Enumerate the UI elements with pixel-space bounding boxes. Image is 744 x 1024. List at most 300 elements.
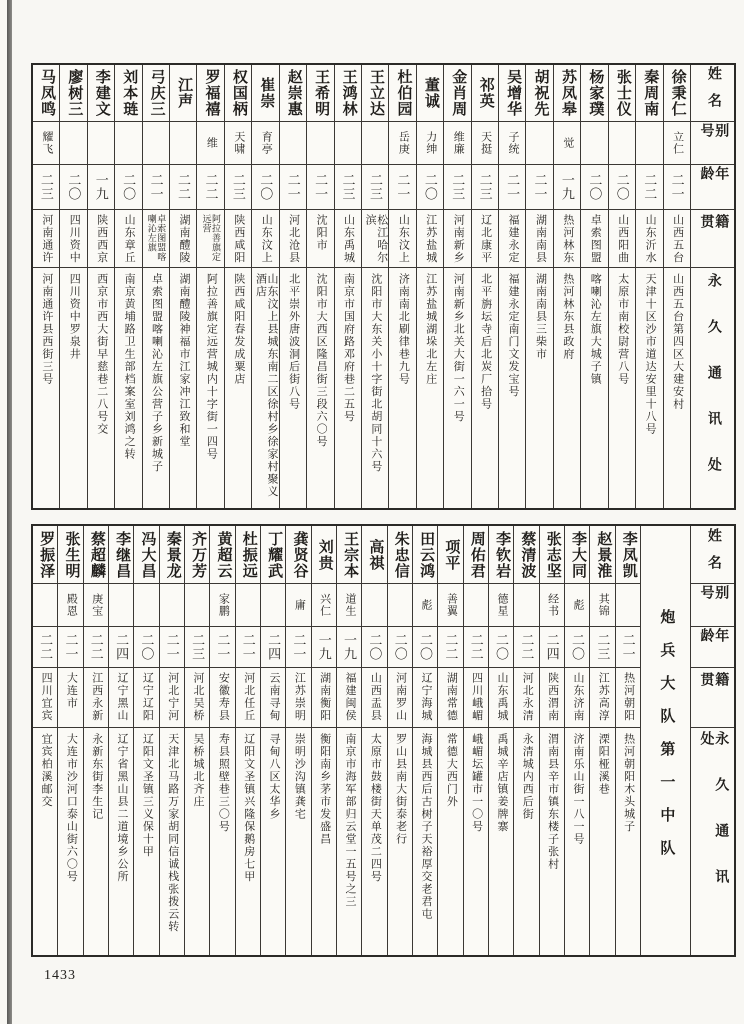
person-address-cell — [88, 268, 114, 508]
person-name-cell — [554, 65, 580, 122]
person-address-cell — [540, 728, 564, 955]
person-age: 二四 — [544, 633, 560, 661]
person-name: 赵景淮 — [595, 530, 612, 579]
person-native-place-cell — [388, 668, 412, 728]
person-alias-cell — [472, 122, 498, 165]
person-name-cell — [413, 526, 437, 584]
person-address: 禹城辛店镇姜牌寨 — [495, 733, 508, 833]
person-address: 永清城内西后街 — [521, 733, 534, 821]
person-address: 热河林东县政府 — [561, 273, 574, 361]
person-native-place-cell — [565, 668, 589, 728]
person-age-cell — [210, 627, 234, 668]
person-native-place: 阿拉善旗定远营 — [201, 214, 222, 262]
person-alias-cell — [109, 584, 133, 627]
header-name-label: 姓名 — [705, 527, 721, 582]
person-age-cell — [225, 165, 251, 210]
person-age: 二二 — [468, 633, 484, 661]
person-address: 溧阳桠溪巷 — [597, 733, 610, 796]
person-age-cell — [84, 627, 108, 668]
person-age: 二一 — [620, 633, 636, 661]
header-column — [690, 65, 734, 508]
person-alias-cell — [464, 584, 488, 627]
person-age-cell — [115, 165, 141, 210]
person-native-place-cell — [33, 668, 57, 728]
person-address-cell — [252, 268, 278, 508]
person-alias-cell — [362, 122, 388, 165]
person-age: 二〇 — [422, 173, 438, 201]
person-name: 杨家璞 — [587, 69, 604, 117]
person-address-cell — [58, 728, 82, 955]
person-name: 齐万芳 — [190, 530, 207, 579]
person-address-cell — [609, 268, 635, 508]
person-address-cell — [389, 268, 415, 508]
person-native-place-cell — [225, 210, 251, 268]
person-name: 杜伯园 — [395, 69, 412, 117]
person-native-place: 河北宁河 — [166, 672, 179, 722]
person-age-cell — [590, 627, 614, 668]
person-native-place: 江苏盐城 — [424, 214, 437, 264]
header-age-cell — [691, 627, 734, 668]
person-native-place-cell — [252, 210, 278, 268]
person-native-place-cell — [197, 210, 223, 268]
person-native-place: 松江哈尔滨 — [364, 214, 388, 264]
person-alias: 彪 — [571, 599, 584, 611]
person-name: 崔崇 — [258, 77, 275, 109]
person-column — [525, 65, 552, 508]
person-age-cell — [540, 627, 564, 668]
person-age-cell — [134, 627, 158, 668]
person-address-cell — [636, 268, 662, 508]
header-name-cell — [691, 65, 734, 122]
person-age-cell — [554, 165, 580, 210]
person-name-cell — [335, 65, 361, 122]
person-native-place: 江苏崇明 — [293, 672, 306, 722]
person-name-cell — [362, 526, 386, 584]
person-name-cell — [225, 65, 251, 122]
person-age-cell — [185, 627, 209, 668]
person-age: 一九 — [559, 173, 575, 201]
person-native-place-cell — [84, 668, 108, 728]
person-column — [87, 65, 114, 508]
person-age-cell — [388, 627, 412, 668]
person-address: 崇明沙沟镇龚宅 — [293, 733, 306, 821]
person-alias-cell — [444, 122, 470, 165]
person-native-place: 陕西咸阳 — [232, 214, 245, 264]
person-native-place-cell — [115, 210, 141, 268]
person-native-place: 辽北康平 — [479, 214, 492, 264]
person-native-place: 福建永定 — [507, 214, 520, 264]
person-address-cell — [236, 728, 260, 955]
person-alias-cell — [565, 584, 589, 627]
person-age: 二〇 — [367, 633, 383, 661]
roster-table-bottom — [31, 524, 736, 957]
person-age-cell — [362, 627, 386, 668]
header-age-cell — [691, 165, 734, 210]
person-address: 吴桥城北齐庄 — [192, 733, 205, 808]
unit-label: 炮兵大队第一中队 — [658, 608, 675, 873]
person-age: 二一 — [148, 173, 164, 201]
person-native-place: 河南通许 — [40, 214, 53, 264]
person-address-cell — [616, 728, 640, 955]
person-name-cell — [252, 65, 278, 122]
person-alias: 庚宝 — [90, 593, 103, 617]
person-address: 河南新乡北关大街一六一号 — [452, 273, 465, 423]
person-age: 二四 — [266, 633, 282, 661]
person-alias-cell — [514, 584, 538, 627]
unit-label-cell — [641, 526, 690, 955]
person-name: 权国柄 — [230, 69, 247, 117]
person-address-cell — [307, 268, 333, 508]
person-age: 一九 — [93, 173, 109, 201]
person-column — [142, 65, 169, 508]
person-native-place: 山东汶上 — [397, 214, 410, 264]
person-name-cell — [499, 65, 525, 122]
person-name: 廖树三 — [66, 69, 83, 117]
person-column — [260, 526, 285, 955]
person-age: 二〇 — [494, 633, 510, 661]
person-age-cell — [33, 165, 59, 210]
person-address-cell — [362, 268, 388, 508]
header-column — [690, 526, 734, 955]
person-alias-cell — [664, 122, 690, 165]
person-native-place-cell — [464, 668, 488, 728]
person-column — [336, 526, 361, 955]
person-name-cell — [160, 526, 184, 584]
person-native-place: 山西盂县 — [369, 672, 382, 722]
person-age: 二〇 — [66, 173, 82, 201]
person-native-place-cell — [88, 210, 114, 268]
person-native-place: 河南新乡 — [452, 214, 465, 264]
person-native-place-cell — [664, 210, 690, 268]
person-name-cell — [514, 526, 538, 584]
person-age: 二三 — [595, 633, 611, 661]
person-age-cell — [252, 165, 278, 210]
person-alias-cell — [252, 122, 278, 165]
person-alias: 道生 — [344, 593, 356, 617]
person-address: 济南南北刷律巷九号 — [397, 273, 410, 386]
person-age-cell — [609, 165, 635, 210]
person-native-place-cell — [499, 210, 525, 268]
person-alias-cell — [337, 584, 361, 627]
person-native-place: 辽宁黑山 — [116, 672, 129, 722]
person-name-cell — [197, 65, 223, 122]
person-native-place-cell — [160, 668, 184, 728]
person-address-cell — [109, 728, 133, 955]
person-address-cell — [499, 268, 525, 508]
person-name-cell — [185, 526, 209, 584]
person-column — [608, 65, 635, 508]
person-native-place-cell — [389, 210, 415, 268]
person-address: 大连市沙河口泰山街六〇号 — [65, 733, 78, 883]
person-column — [114, 65, 141, 508]
person-native-place-cell — [636, 210, 662, 268]
person-address-cell — [115, 268, 141, 508]
person-age: 二三 — [367, 173, 383, 201]
person-age: 二〇 — [587, 173, 603, 201]
person-name-cell — [236, 526, 260, 584]
person-alias-cell — [185, 584, 209, 627]
person-name-cell — [565, 526, 589, 584]
person-address: 沈阳市大西区隆昌街三段六〇号 — [315, 273, 328, 448]
roster-table-top — [31, 63, 736, 510]
person-name-cell — [540, 526, 564, 584]
person-column — [437, 526, 462, 955]
person-name: 蔡超麟 — [88, 530, 105, 579]
person-name-cell — [33, 65, 59, 122]
person-address-cell — [335, 268, 361, 508]
person-native-place: 山西五台 — [671, 214, 684, 264]
person-age: 二〇 — [121, 173, 137, 201]
person-column — [33, 526, 57, 955]
person-native-place-cell — [472, 210, 498, 268]
person-native-place-cell — [489, 668, 513, 728]
person-name-cell — [33, 526, 57, 584]
person-native-place: 河北任丘 — [242, 672, 255, 722]
person-native-place-cell — [526, 210, 552, 268]
person-alias: 耀飞 — [40, 131, 53, 155]
person-native-place-cell — [362, 668, 386, 728]
person-native-place: 山东济南 — [571, 672, 584, 722]
person-native-place-cell — [540, 668, 564, 728]
person-address-cell — [143, 268, 169, 508]
person-name: 董诚 — [422, 77, 439, 109]
person-native-place: 湖南南县 — [534, 214, 547, 264]
person-native-place: 卓索图盟 — [589, 214, 602, 264]
person-name-cell — [581, 65, 607, 122]
person-address-cell — [590, 728, 614, 955]
person-column — [361, 526, 386, 955]
person-age-cell — [58, 627, 82, 668]
person-name: 李凤凯 — [620, 530, 637, 579]
person-name-cell — [261, 526, 285, 584]
page-number: 1433 — [44, 968, 76, 983]
person-alias: 子统 — [507, 131, 520, 155]
person-column — [539, 526, 564, 955]
header-address-cell — [691, 728, 734, 955]
person-name-cell — [115, 65, 141, 122]
person-alias-cell — [609, 122, 635, 165]
person-name-cell — [590, 526, 614, 584]
person-name: 苏凤皋 — [559, 69, 576, 117]
person-age-cell — [60, 165, 86, 210]
person-address-cell — [60, 268, 86, 508]
person-native-place-cell — [210, 668, 234, 728]
person-age: 二二 — [203, 173, 219, 201]
person-name: 罗振泽 — [38, 530, 55, 579]
person-age-cell — [280, 165, 306, 210]
header-native-label: 籍贯 — [698, 214, 729, 241]
person-age: 二三 — [477, 173, 493, 201]
person-column — [83, 526, 108, 955]
person-name: 赵崇惠 — [285, 69, 302, 117]
person-column — [498, 65, 525, 508]
person-alias-cell — [417, 122, 443, 165]
person-name: 徐秉仁 — [669, 69, 686, 117]
person-native-place-cell — [60, 210, 86, 268]
person-address-cell — [514, 728, 538, 955]
person-address-cell — [33, 728, 57, 955]
person-age-cell — [526, 165, 552, 210]
person-column — [209, 526, 234, 955]
person-native-place: 陕西西京 — [95, 214, 108, 264]
person-address: 阿拉善旗定远营城内十字街一四号 — [205, 273, 218, 461]
person-address: 北平崇外唐波洞后街八号 — [287, 273, 300, 411]
person-name: 祁英 — [477, 77, 494, 109]
person-native-place-cell — [134, 668, 158, 728]
person-native-place: 山东禹城 — [495, 672, 508, 722]
person-age-cell — [499, 165, 525, 210]
person-alias-cell — [307, 122, 333, 165]
person-native-place: 热河朝阳 — [622, 672, 635, 722]
header-native-cell — [691, 668, 734, 728]
person-alias-cell — [236, 584, 260, 627]
person-name-cell — [210, 526, 234, 584]
person-alias-cell — [526, 122, 552, 165]
person-age-cell — [565, 627, 589, 668]
person-age-cell — [312, 627, 336, 668]
person-native-place: 沈阳市 — [315, 214, 328, 252]
person-native-place-cell — [609, 210, 635, 268]
person-address: 寿县照壁巷三〇号 — [217, 733, 230, 833]
person-name: 周佑君 — [468, 530, 485, 579]
person-alias-cell — [160, 584, 184, 627]
person-address-cell — [210, 728, 234, 955]
person-address: 济南乐山街一八一号 — [571, 733, 584, 846]
person-column — [251, 65, 278, 508]
person-column — [443, 65, 470, 508]
person-address: 太原市南校尉营八号 — [616, 273, 629, 386]
person-column — [224, 65, 251, 508]
person-alias-cell — [261, 584, 285, 627]
person-native-place: 山东禹城 — [342, 214, 355, 264]
person-column — [311, 526, 336, 955]
person-alias-cell — [590, 584, 614, 627]
person-age-cell — [362, 165, 388, 210]
person-native-place-cell — [143, 210, 169, 268]
person-column — [133, 526, 158, 955]
person-name-cell — [58, 526, 82, 584]
person-name: 张生明 — [63, 530, 80, 579]
person-native-place: 河南罗山 — [394, 672, 407, 722]
person-age: 二一 — [532, 173, 548, 201]
person-address-cell — [413, 728, 437, 955]
person-address-cell — [286, 728, 310, 955]
person-name-cell — [109, 526, 133, 584]
person-name: 弓庆三 — [148, 69, 165, 117]
person-alias: 兴仁 — [318, 593, 331, 617]
person-name: 高祺 — [367, 538, 384, 571]
person-address: 热河朝阳木头城子 — [622, 733, 635, 833]
person-native-place-cell — [413, 668, 437, 728]
person-name: 王希明 — [313, 69, 330, 117]
person-address: 太原市鼓楼街天单茂二四号 — [369, 733, 382, 883]
person-name: 江声 — [176, 77, 193, 109]
person-address-cell — [84, 728, 108, 955]
person-native-place-cell — [307, 210, 333, 268]
person-age-cell — [417, 165, 443, 210]
header-alias-label: 别号 — [698, 122, 729, 150]
person-column — [159, 526, 184, 955]
person-address: 海城县西后古树子天裕厚交老君屯 — [419, 733, 432, 921]
person-name: 李钦岩 — [494, 530, 511, 579]
person-alias-cell — [581, 122, 607, 165]
person-age-cell — [286, 627, 310, 668]
person-native-place-cell — [280, 210, 306, 268]
person-name-cell — [84, 526, 108, 584]
person-alias-cell — [280, 122, 306, 165]
person-alias: 庸 — [293, 599, 306, 611]
person-alias-cell — [286, 584, 310, 627]
person-alias: 力绅 — [424, 131, 437, 155]
person-native-place-cell — [581, 210, 607, 268]
header-name-label: 姓名 — [705, 66, 721, 120]
person-age: 二一 — [240, 633, 256, 661]
person-age-cell — [464, 627, 488, 668]
person-address: 南京市国府路邓府巷二五号 — [342, 273, 355, 423]
person-name-cell — [472, 65, 498, 122]
person-alias-cell — [88, 122, 114, 165]
person-alias: 善翼 — [445, 593, 458, 617]
person-age-cell — [514, 627, 538, 668]
person-age-cell — [143, 165, 169, 210]
person-native-place-cell — [185, 668, 209, 728]
person-native-place: 山东章丘 — [123, 214, 136, 264]
person-column — [108, 526, 133, 955]
person-age: 二一 — [669, 173, 685, 201]
person-name-cell — [143, 65, 169, 122]
person-native-place: 湖南衡阳 — [318, 672, 331, 722]
person-age-cell — [616, 627, 640, 668]
person-address: 常德大西门外 — [445, 733, 458, 808]
person-address: 南京黄埔路卫生部档案室刘鸿之转 — [123, 273, 136, 461]
person-column — [412, 526, 437, 955]
person-native-place: 安徽寿县 — [217, 672, 230, 722]
person-column — [196, 65, 223, 508]
person-address: 罗山县南大街泰老行 — [394, 733, 407, 846]
person-address: 辽阳文圣镇三义保十甲 — [141, 733, 154, 858]
person-column — [463, 526, 488, 955]
person-name: 蔡清波 — [519, 530, 536, 579]
person-alias-cell — [413, 584, 437, 627]
person-alias-cell — [170, 122, 196, 165]
person-native-place: 四川峨嵋 — [470, 672, 483, 722]
person-native-place-cell — [261, 668, 285, 728]
person-address: 卓索图盟喀喇沁左旗公营子乡新城子 — [150, 273, 163, 473]
person-name-cell — [489, 526, 513, 584]
person-address-cell — [337, 728, 361, 955]
person-address: 永新东街李生记 — [90, 733, 103, 821]
person-column — [59, 65, 86, 508]
person-native-place-cell — [312, 668, 336, 728]
person-name: 李建文 — [93, 69, 110, 117]
person-name: 秦周南 — [642, 69, 659, 117]
person-name-cell — [88, 65, 114, 122]
person-age: 一九 — [316, 633, 332, 661]
header-alias-cell — [691, 584, 734, 627]
person-age: 二〇 — [418, 633, 434, 661]
person-name: 龚贤谷 — [291, 530, 308, 579]
scan-gutter-line — [7, 0, 12, 1024]
person-address: 湖南醴陵神福市江家冲江致和堂 — [177, 273, 190, 448]
person-alias-cell — [388, 584, 412, 627]
person-address: 北平旃坛寺后北炭厂拾号 — [479, 273, 492, 411]
person-age-cell — [636, 165, 662, 210]
person-age-cell — [261, 627, 285, 668]
person-name-cell — [464, 526, 488, 584]
person-age: 二一 — [164, 633, 180, 661]
person-address-cell — [438, 728, 462, 955]
person-age-cell — [413, 627, 437, 668]
